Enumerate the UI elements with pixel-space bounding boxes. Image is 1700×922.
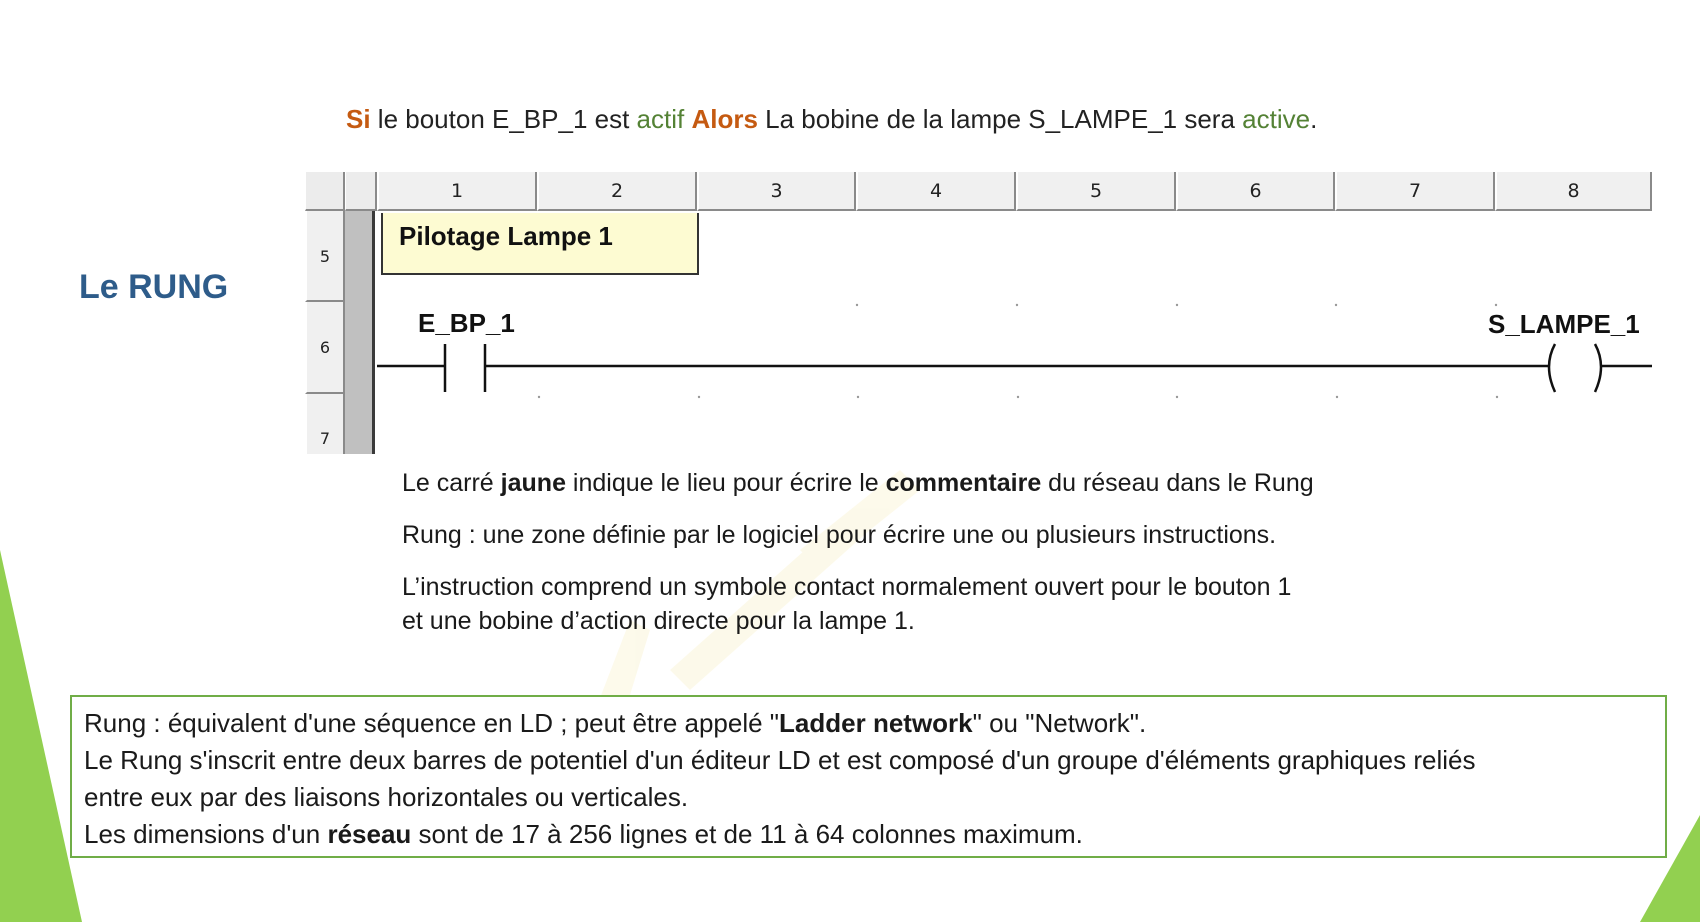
headline-part1: le bouton E_BP_1 est (370, 104, 637, 134)
coil-variable-label[interactable]: S_LAMPE_1 (1488, 309, 1640, 339)
def-l1-a: Rung : équivalent d'une séquence en LD ; peut être appelé " (84, 708, 780, 738)
coil-right-arc (1595, 344, 1601, 392)
column-header-4[interactable]: 4 (856, 172, 1016, 211)
row-header-7[interactable]: 7 (305, 394, 345, 454)
ladder-editor (305, 172, 1652, 454)
keyword-si: Si (346, 104, 371, 134)
grid-dots (538, 304, 1498, 398)
column-header-6[interactable]: 6 (1176, 172, 1335, 211)
row-header-6[interactable]: 6 (305, 302, 345, 394)
note1-text-a: Le carré (402, 469, 501, 497)
keyword-actif: actif (636, 104, 685, 134)
column-header-5[interactable]: 5 (1016, 172, 1176, 211)
keyword-active: active (1242, 104, 1311, 134)
def-l1-c: " ou "Network". (972, 708, 1147, 738)
column-header-1[interactable]: 1 (377, 172, 537, 211)
note-rung-definition: Rung : une zone définie par le logiciel pour écrire une ou plusieurs instructions. (402, 521, 1277, 549)
def-l1-bold-ladder-network: Ladder network (779, 708, 973, 738)
note-comment-location (402, 466, 1314, 500)
note1-text-e: du réseau dans le Rung (1041, 469, 1314, 497)
contact-variable-label[interactable]: E_BP_1 (418, 308, 515, 338)
column-header-7[interactable]: 7 (1335, 172, 1495, 211)
def-l4-bold-reseau: réseau (327, 819, 412, 849)
column-header-2[interactable]: 2 (537, 172, 697, 211)
def-l4-c: sont de 17 à 256 lignes et de 11 à 64 colonnes maximum. (411, 819, 1083, 849)
def-l4-a: Les dimensions d'un (84, 819, 328, 849)
definition-line-3: entre eux par des liaisons horizontales ou verticales. (84, 782, 689, 812)
rung-definition-box (70, 695, 1667, 858)
definition-line-1 (84, 705, 1653, 742)
explanation-notes (402, 466, 1314, 656)
headline-rule (346, 104, 1317, 135)
definition-line-4 (84, 816, 1653, 853)
headline-part2: La bobine de la lampe S_LAMPE_1 sera (757, 104, 1243, 134)
note1-bold-commentaire: commentaire (885, 469, 1042, 497)
note1-bold-jaune: jaune (500, 469, 566, 497)
keyword-alors: Alors (691, 104, 758, 134)
note3-line2: et une bobine d’action directe pour la lampe 1. (402, 607, 915, 635)
definition-line-2: Le Rung s'inscrit entre deux barres de potentiel d'un éditeur LD et est composé d'un groupe d'éléments graphiques reliés (84, 745, 1476, 775)
section-title: Le RUNG (79, 268, 229, 306)
coil-left-arc (1549, 344, 1555, 392)
column-header-8[interactable]: 8 (1495, 172, 1652, 211)
column-header-3[interactable]: 3 (697, 172, 856, 211)
rung-comment-box[interactable]: Pilotage Lampe 1 (381, 213, 699, 275)
headline-end: . (1310, 104, 1318, 134)
note1-text-c: indique le lieu pour écrire le (565, 469, 886, 497)
row-header-5[interactable]: 5 (305, 211, 345, 302)
note-instruction (402, 570, 1314, 638)
note3-line1: L’instruction comprend un symbole contact normalement ouvert pour le bouton 1 (402, 573, 1292, 601)
